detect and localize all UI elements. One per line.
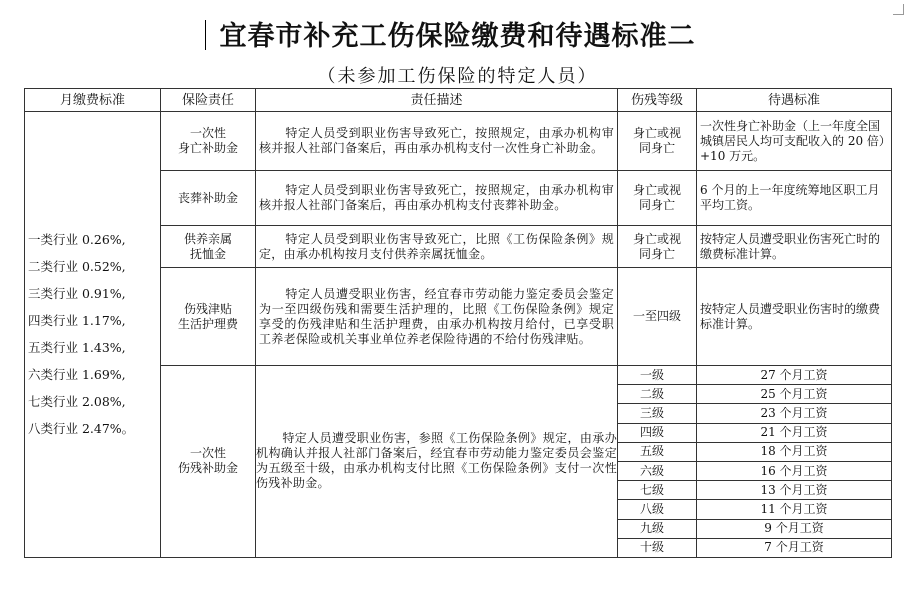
page-subtitle: （未参加工伤保险的特定人员） (317, 66, 598, 87)
grade-level: 七级 (618, 481, 697, 500)
grade-pay: 16 个月工资 (697, 461, 892, 480)
rate-line: 八类行业 2.47%。 (28, 421, 135, 437)
header-standard: 待遇标准 (697, 89, 892, 112)
grade-level: 五级 (618, 442, 697, 461)
rate-line: 二类行业 0.52%, (28, 259, 126, 275)
rate-line: 六类行业 1.69%, (28, 367, 126, 383)
rate-line: 三类行业 0.91%, (28, 286, 126, 302)
desc-cell: 特定人员遭受职业伤害，经宜春市劳动能力鉴定委员会鉴定为一至四级伤残和需要生活护理的，比照《工伤保险条例》规定享受的伤残津贴和生活护理费，由承办机构按月给付，已享受职工养老保险或机关事业单位养老保险待遇的不给付伤残津贴。 (256, 268, 618, 366)
rate-line: 七类行业 2.08%, (28, 394, 126, 410)
grade-level: 四级 (618, 423, 697, 442)
item-cell: 一次性 身亡补助金 (161, 112, 256, 171)
grade-cell: 身亡或视 同身亡 (618, 171, 697, 226)
lump-item-cell: 一次性 伤残补助金 (161, 366, 256, 558)
item-cell: 丧葬补助金 (161, 171, 256, 226)
item-cell: 伤残津贴 生活护理费 (161, 268, 256, 366)
grade-pay: 25 个月工资 (697, 385, 892, 404)
header-row (25, 89, 892, 112)
lump-desc-cell: 特定人员遭受职业伤害，参照《工伤保险条例》规定，由承办机构确认并报人社部门备案后，经宜春市劳动能力鉴定委员会鉴定为五级至十级，由承办机构支付比照《工伤保险条例》支付一次性伤残补助金。 (256, 366, 618, 558)
table-row (25, 112, 892, 171)
desc-cell: 特定人员受到职业伤害导致死亡，比照《工伤保险条例》规定，由承办机构按月支付供养亲属抚恤金。 (256, 226, 618, 268)
grade-pay: 23 个月工资 (697, 404, 892, 423)
grade-pay: 27 个月工资 (697, 366, 892, 385)
grade-cell: 身亡或视 同身亡 (618, 112, 697, 171)
header-desc: 责任描述 (256, 89, 618, 112)
header-grade: 伤残等级 (618, 89, 697, 112)
standard-cell: 一次性身亡补助金（上一年度全国城镇居民人均可支配收入的 20 倍）+10 万元。 (697, 112, 892, 171)
grade-level: 九级 (618, 519, 697, 538)
grade-pay: 9 个月工资 (697, 519, 892, 538)
grade-pay: 13 个月工资 (697, 481, 892, 500)
rate-line: 一类行业 0.26%, (28, 232, 126, 248)
page-title: 宜春市补充工伤保险缴费和待遇标准二 (219, 21, 696, 52)
desc-cell: 特定人员受到职业伤害导致死亡，按照规定，由承办机构审核并报人社部门备案后，再由承办机构支付一次性身亡补助金。 (256, 112, 618, 171)
header-item: 保险责任 (161, 89, 256, 112)
grade-cell: 一至四级 (618, 268, 697, 366)
standard-cell: 按特定人员遭受职业伤害死亡时的缴费标准计算。 (697, 226, 892, 268)
grade-level: 十级 (618, 538, 697, 557)
grade-level: 三级 (618, 404, 697, 423)
item-cell: 供养亲属 抚恤金 (161, 226, 256, 268)
grade-level: 八级 (618, 500, 697, 519)
grade-pay: 18 个月工资 (697, 442, 892, 461)
grade-pay: 21 个月工资 (697, 423, 892, 442)
rate-line: 五类行业 1.43%, (28, 340, 126, 356)
grade-pay: 11 个月工资 (697, 500, 892, 519)
header-rate: 月缴费标准 (25, 89, 161, 112)
grade-level: 一级 (618, 366, 697, 385)
grade-level: 六级 (618, 461, 697, 480)
grade-cell: 身亡或视 同身亡 (618, 226, 697, 268)
grade-pay: 7 个月工资 (697, 538, 892, 557)
standard-cell: 6 个月的上一年度统筹地区职工月平均工资。 (697, 171, 892, 226)
rate-cell (25, 112, 161, 558)
grade-level: 二级 (618, 385, 697, 404)
standard-cell: 按特定人员遭受职业伤害时的缴费标准计算。 (697, 268, 892, 366)
rate-line: 四类行业 1.17%, (28, 313, 126, 329)
desc-cell: 特定人员受到职业伤害导致死亡，按照规定，由承办机构审核并报人社部门备案后，再由承办机构支付丧葬补助金。 (256, 171, 618, 226)
standards-table (24, 88, 892, 558)
